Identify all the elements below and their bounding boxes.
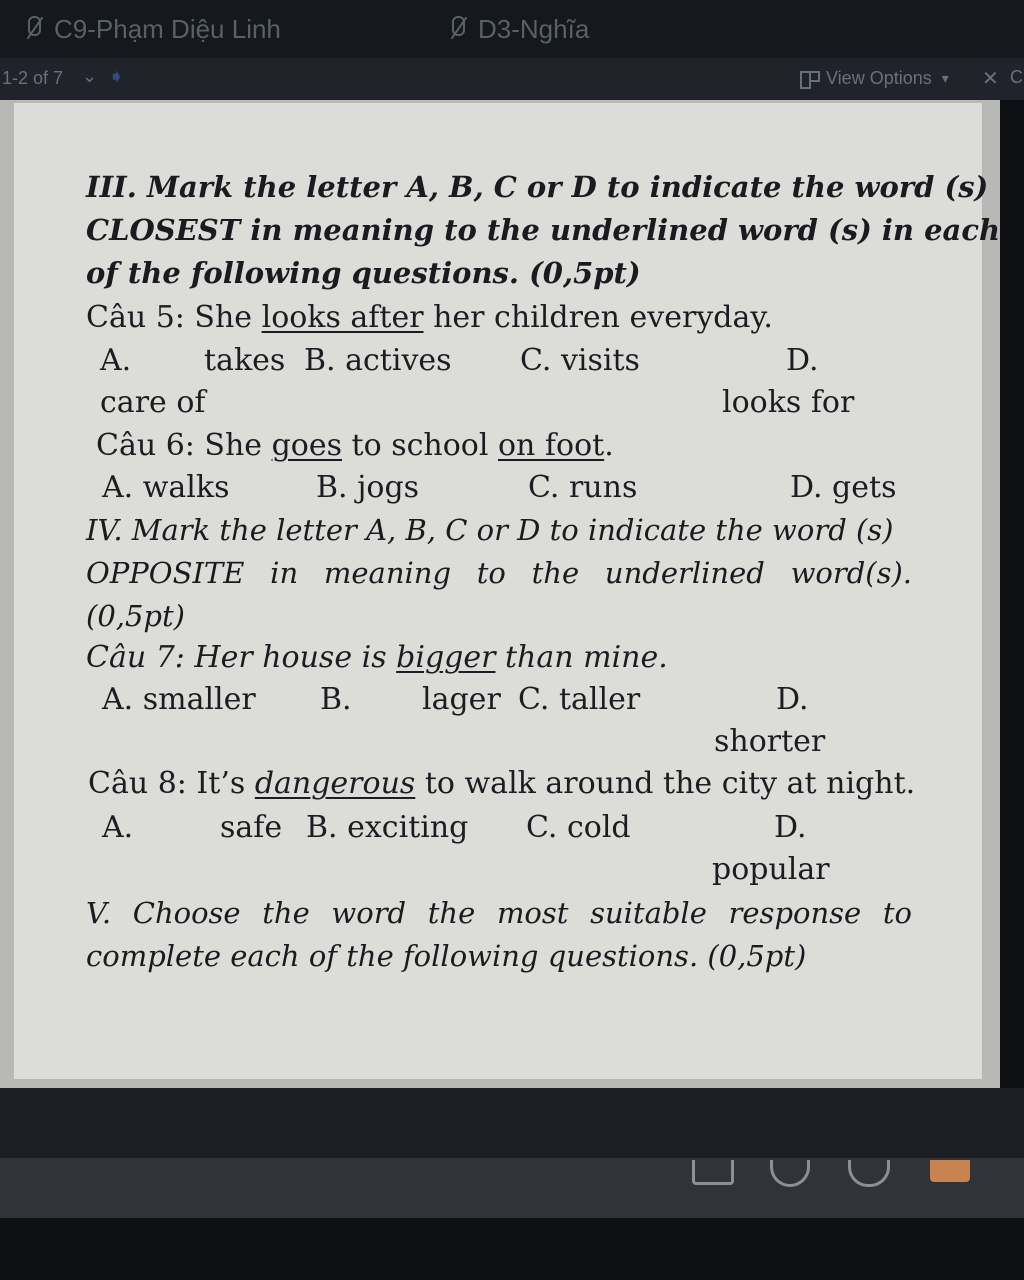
participant-name: D3-Nghĩa [478,13,590,44]
option-d: D. gets [790,470,897,505]
question-6: Câu 6: She goes to school on foot. [96,428,614,463]
leave-button[interactable] [930,1160,970,1182]
monitor-bezel [0,1218,1024,1280]
option-d: D. [776,682,809,717]
participant-name: C9-Phạm Diệu Linh [54,13,281,44]
layout-icon [798,69,818,89]
meeting-stage-bottom [0,1088,1024,1166]
mic-muted-icon [24,14,42,44]
option-a: A. [100,343,132,378]
share-toolbar [0,58,1024,100]
meeting-controls [0,1158,1024,1218]
option-b: B. jogs [316,470,420,505]
mic-muted-icon [448,14,466,44]
question-8: Câu 8: It’s dangerous to walk around the city at night. [88,766,916,801]
underlined-word: on foot [497,428,605,463]
option-b-text: lager [422,682,501,717]
question-5: Câu 5: She looks after her children everyday. [86,300,773,335]
option-c: C. taller [518,682,641,717]
participant-tile[interactable] [448,12,589,46]
section-heading: IV. Mark the letter A, B, C or D to indicate the word (s) [86,513,894,547]
participant-tile[interactable] [24,12,281,46]
option-a: A. walks [102,470,230,505]
option-d: D. [774,810,807,845]
option-c: C. visits [520,343,640,378]
close-icon[interactable]: ✕ [982,68,999,90]
chevron-down-icon[interactable]: ⌄ [82,66,98,86]
section-heading: V. Choose the word the most suitable response to [86,896,912,930]
section-heading: III. Mark the letter A, B, C or D to indicate the word (s) [86,170,989,204]
underlined-word: goes [271,428,343,463]
view-options-label: View Options [826,68,932,88]
reactions-icon[interactable] [770,1160,810,1187]
option-a-text: takes [204,343,286,378]
chat-icon[interactable] [692,1160,734,1185]
option-a: A. [102,810,134,845]
underlined-word: dangerous [254,766,416,801]
caret-down-icon: ▾ [941,70,949,86]
participants-icon[interactable] [848,1160,890,1187]
view-options-button[interactable] [798,68,949,89]
question-7: Câu 7: Her house is bigger than mine. [86,640,668,675]
underlined-word: bigger [396,640,496,675]
underlined-word: looks after [261,300,424,335]
section-heading: CLOSEST in meaning to the underlined word (s) in each [86,213,1001,247]
option-d-text: looks for [722,385,855,420]
page-count: 1-2 of 7 [2,68,64,88]
section-heading: (0,5pt) [86,599,185,633]
section-heading: of the following questions. (0,5pt) [86,256,641,290]
option-a: A. smaller [102,682,256,717]
section-heading: OPPOSITE in meaning to the underlined word(s). [86,556,912,590]
option-b: B. exciting [306,810,469,845]
option-b: B. [320,682,352,717]
section-heading: complete each of the following questions. (0,5pt) [86,939,807,973]
option-a-text: safe [220,810,283,845]
arrow-right-icon[interactable]: ➧ [108,66,125,88]
option-c: C. runs [528,470,638,505]
option-b: B. actives [304,343,452,378]
document-page [14,103,982,1079]
option-c: C. cold [526,810,631,845]
option-d-text: shorter [714,724,826,759]
option-d-text: popular [712,852,830,887]
toolbar-extra-label: C [1010,67,1023,87]
option-a-text-cont: care of [100,385,206,420]
option-d: D. [786,343,819,378]
participant-strip [0,0,1024,58]
